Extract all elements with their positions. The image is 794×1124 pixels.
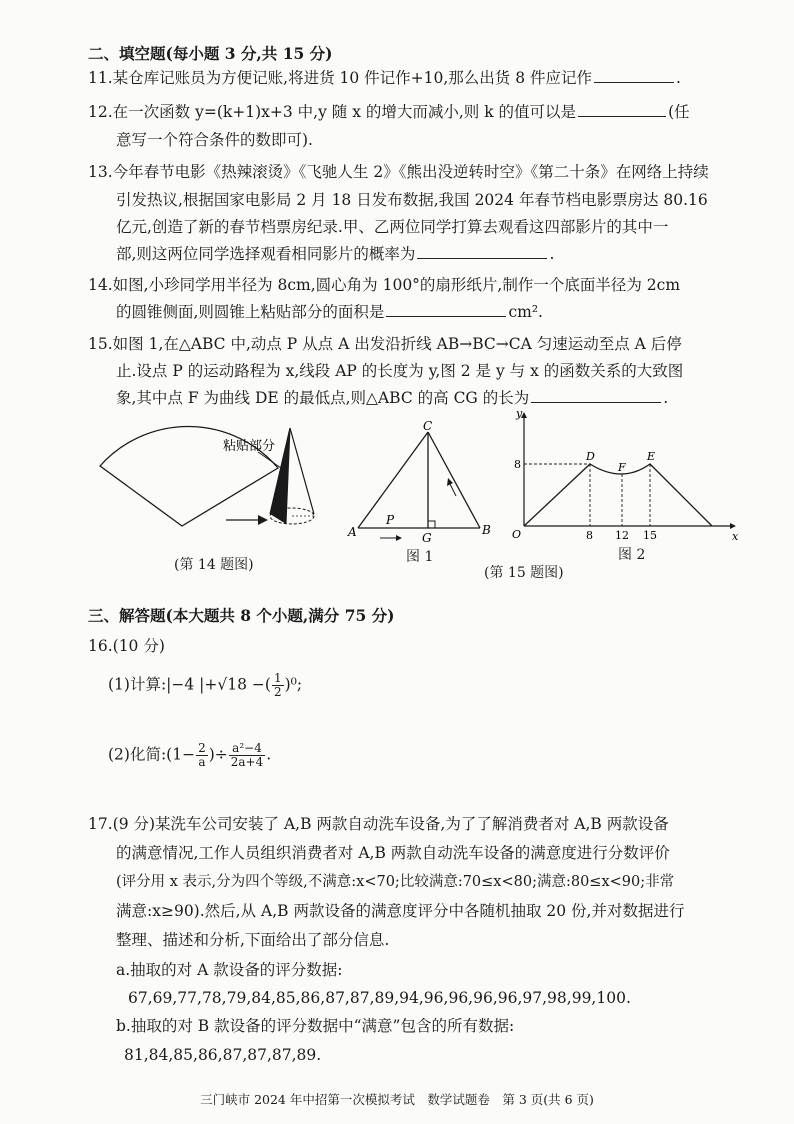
question-12-line1 — [88, 102, 690, 122]
q16-p2-den1: a — [198, 755, 206, 769]
label-g: G — [422, 531, 432, 545]
q16-p2-suffix: . — [266, 745, 272, 764]
label-a: A — [348, 525, 357, 539]
label-b: B — [482, 523, 491, 537]
q14-line2-text: 的圆锥侧面,则圆锥上粘贴部分的面积是 — [116, 303, 385, 321]
side-bc — [428, 432, 480, 528]
cone-right-edge — [290, 428, 314, 514]
question-13-line4 — [116, 244, 554, 264]
q13-line4-end: . — [549, 245, 555, 263]
point-d-label: D — [586, 450, 595, 463]
question-14-line1: 14.如图,小珍同学用半径为 8cm,圆心角为 100°的扇形纸片,制作一个底面半径为 2cm — [88, 276, 681, 294]
section-3-header: 三、解答题(本大题共 8 个小题,满分 75 分) — [88, 606, 395, 625]
label-c: C — [423, 420, 433, 433]
q15-line3-end: . — [663, 389, 669, 407]
q16-p1-numerator: 1 — [273, 671, 282, 685]
q16-p1-suffix: )⁰; — [284, 675, 303, 694]
q12-text: 12.在一次函数 y=(k+1)x+3 中,y 随 x 的增大而减小,则 k 的值可以是 — [88, 103, 577, 121]
section-2-header: 二、填空题(每小题 3 分,共 15 分) — [88, 44, 333, 63]
q16-p2-num2: a²−4 — [229, 742, 265, 756]
q16-p1-prefix: (1)计算:|−4 |+√18 −( — [108, 675, 271, 694]
figure-2-caption: 图 2 — [618, 547, 646, 563]
figure-14-caption: (第 14 题图) — [174, 557, 254, 573]
q16-p2-den2: 2a+4 — [230, 755, 264, 769]
question-17-line5: 整理、描述和分析,下面给出了部分信息. — [116, 931, 390, 949]
q15-line3-text: 象,其中点 F 为曲线 DE 的最低点,则△ABC 的高 CG 的长为 — [116, 389, 530, 407]
figure-1-triangle — [340, 420, 500, 545]
q14-line2-end: cm². — [508, 303, 543, 321]
question-16-part2 — [108, 742, 271, 769]
q13-answer-blank — [417, 244, 547, 259]
page-footer: 三门峡市 2024 年中招第一次模拟考试 数学试题卷 第 3 页(共 6 页) — [200, 1092, 594, 1107]
question-15-line1: 15.如图 1,在△ABC 中,动点 P 从点 A 出发沿折线 AB→BC→CA 匀速运动至点 A 后停 — [88, 335, 682, 353]
axis-label-x: x — [732, 530, 739, 543]
question-13-line2: 引发热议,根据国家电影局 2 月 18 日发布数据,我国 2024 年春节档电影票房达 80.16 — [116, 191, 708, 209]
label-p: P — [386, 513, 395, 527]
q11-text: 11.某仓库记账员为方便记账,将进货 10 件记作+10,那么出货 8 件应记作 — [88, 69, 593, 87]
question-15-line3 — [116, 388, 668, 408]
q11-answer-blank — [594, 68, 674, 83]
q17-a-label: a.抽取的对 A 款设备的评分数据: — [116, 961, 343, 979]
figure-15-caption: (第 15 题图) — [484, 565, 564, 581]
arrow-right-icon — [396, 535, 402, 541]
q17-b-data: 81,84,85,86,87,87,87,89. — [124, 1046, 322, 1064]
figure-1-caption: 图 1 — [406, 549, 434, 565]
figure-14-sector-cone — [88, 418, 348, 548]
question-13-line1: 13.今年春节电影《热辣滚烫》《飞驰人生 2》《熊出没逆转时空》《第二十条》在网络上持续 — [88, 163, 709, 181]
glued-part-label: 粘贴部分 — [223, 439, 276, 454]
arrow-head-icon — [258, 515, 268, 525]
tick-x15: 15 — [643, 529, 657, 542]
question-13-line3: 亿元,创造了新的春节档票房纪录.甲、乙两位同学打算去观看这四部影片的其中一 — [116, 218, 669, 236]
q11-end: . — [676, 69, 681, 87]
x-axis-arrow-icon — [730, 523, 736, 529]
q16-p2-fraction2 — [229, 742, 265, 769]
question-11 — [88, 68, 681, 88]
q14-answer-blank — [386, 302, 506, 317]
q16-p1-denominator: 2 — [273, 685, 282, 699]
q12-answer-blank — [578, 102, 666, 117]
question-16-part1 — [108, 672, 302, 699]
question-14-line2 — [116, 302, 543, 322]
q16-p1-fraction — [272, 672, 284, 699]
question-17-line3: (评分用 x 表示,分为四个等级,不满意:x<70;比较满意:70≤x<80;满意:80≤x<90;非常 — [116, 874, 675, 890]
q12-line1-end: (任 — [668, 103, 690, 121]
q16-p2-fraction1 — [196, 742, 208, 769]
tick-x8: 8 — [586, 529, 593, 542]
direction-arrow-bc — [450, 484, 456, 496]
question-17-line2: 的满意情况,工作人员组织消费者对 A,B 两款自动洗车设备的满意度进行分数评价 — [116, 844, 670, 862]
question-15-line2: 止.设点 P 的运动路程为 x,线段 AP 的长度为 y,图 2 是 y 与 x 的函数关系的大致图 — [116, 362, 684, 380]
glued-part-pointer — [258, 452, 281, 468]
q17-a-data: 67,69,77,78,79,84,85,86,87,87,89,94,96,96,96,96,97,98,99,100. — [128, 989, 631, 1007]
tick-y8: 8 — [514, 458, 521, 471]
q16-p2-prefix: (2)化简:(1− — [108, 745, 196, 764]
q16-p2-mid: )÷ — [208, 745, 228, 764]
right-angle-mark — [428, 521, 435, 528]
q16-p2-num1: 2 — [198, 741, 206, 755]
axis-label-y: y — [516, 408, 523, 420]
question-12-line2: 意写一个符合条件的数即可). — [116, 131, 313, 149]
figure-2-graph — [504, 408, 744, 543]
point-e-label: E — [647, 450, 656, 463]
origin-label: O — [512, 528, 522, 541]
question-16-title: 16.(10 分) — [88, 637, 165, 655]
point-f-label: F — [618, 461, 626, 474]
q15-answer-blank — [531, 388, 661, 403]
question-17-line4: 满意:x≥90).然后,从 A,B 两款设备的满意度评分中各随机抽取 20 份,并对数据进行 — [116, 902, 685, 920]
tick-x12: 12 — [615, 529, 629, 542]
question-17-line1: 17.(9 分)某洗车公司安装了 A,B 两款自动洗车设备,为了了解消费者对 A,B 两款设备 — [88, 815, 669, 833]
q13-line4-text: 部,则这两位同学选择观看相同影片的概率为 — [116, 245, 416, 263]
q17-b-label: b.抽取的对 B 款设备的评分数据中“满意”包含的所有数据: — [116, 1017, 515, 1035]
